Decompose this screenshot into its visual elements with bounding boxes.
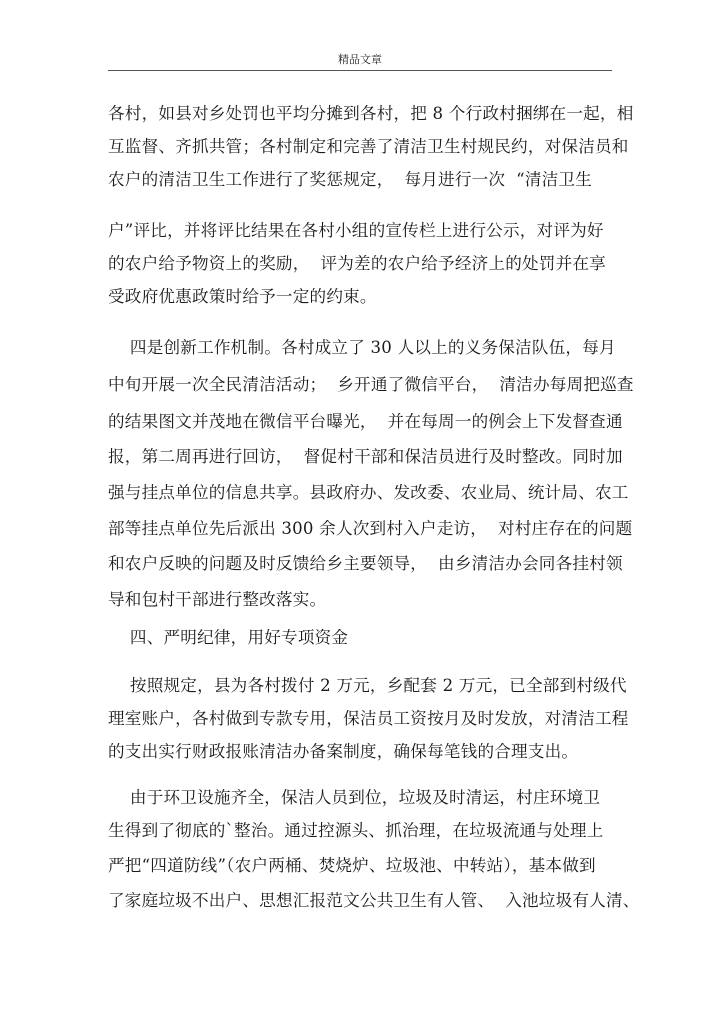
text-line: 各村，如县对乡处罚也平均分摊到各村，把 8 个行政村捆绑在一起，相: [108, 104, 634, 123]
text-line: 受政府优惠政策时给予一定的约束。: [108, 287, 377, 306]
text-line: 导和包村干部进行整改落实。: [108, 590, 327, 609]
text-line: 报，第二周再进行回访， 督促村干部和保洁员进行及时整改。同时加: [108, 447, 623, 466]
page-header: [108, 48, 612, 71]
text-line: 由于环卫设施齐全，保洁人员到位，垃圾及时清运，村庄环境卫: [108, 788, 601, 807]
text-line: 四是创新工作机制。各村成立了 30 人以上的义务保洁队伍，每月: [108, 338, 616, 357]
text-line: 互监督、齐抓共管；各村制定和完善了清洁卫生村规民约，对保洁员和: [108, 137, 629, 156]
text-line: 严把“四道防线”（农户两桶、焚烧炉、垃圾池、中转站），基本做到: [108, 856, 596, 875]
text-line: 理室账户，各村做到专款专用，保洁员工资按月及时发放，对清洁工程: [108, 709, 629, 728]
header-title: 精品文章: [338, 53, 382, 66]
text-line: 强与挂点单位的信息共享。县政府办、发改委、农业局、统计局、农工: [108, 483, 629, 502]
text-line: 生得到了彻底的`整治。通过控源头、抓治理，在垃圾流通与处理上: [108, 821, 604, 840]
text-line: 按照规定，县为各村拨付 2 万元，乡配套 2 万元，已全部到村级代: [108, 676, 627, 695]
text-line: 了家庭垃圾不出户、思想汇报范文公共卫生有人管、 入池垃圾有人清、: [108, 891, 640, 910]
text-line: 的农户给予物资上的奖励， 评为差的农户给予经济上的处罚并在享: [108, 254, 606, 273]
text-line: 中旬开展一次全民清洁活动； 乡开通了微信平台， 清洁办每周把巡查: [108, 375, 634, 394]
text-line: 的支出实行财政报账清洁办备案制度，确保每笔钱的合理支出。: [108, 742, 579, 761]
text-line: 部等挂点单位先后派出 300 余人次到村入户走访， 对村庄存在的问题: [108, 519, 633, 538]
text-line: 农户的清洁卫生工作进行了奖惩规定， 每月进行一次 “清洁卫生: [108, 170, 593, 189]
text-line: 的结果图文并茂地在微信平台曝光， 并在每周一的例会上下发督查通: [108, 412, 623, 431]
text-line: 和农户反映的问题及时反馈给乡主要领导， 由乡清洁办会同各挂村领: [108, 554, 623, 573]
section-heading: 四、严明纪律，用好专项资金: [108, 628, 349, 647]
text-line: 户”评比，并将评比结果在各村小组的宣传栏上进行公示，对评为好: [108, 221, 604, 240]
